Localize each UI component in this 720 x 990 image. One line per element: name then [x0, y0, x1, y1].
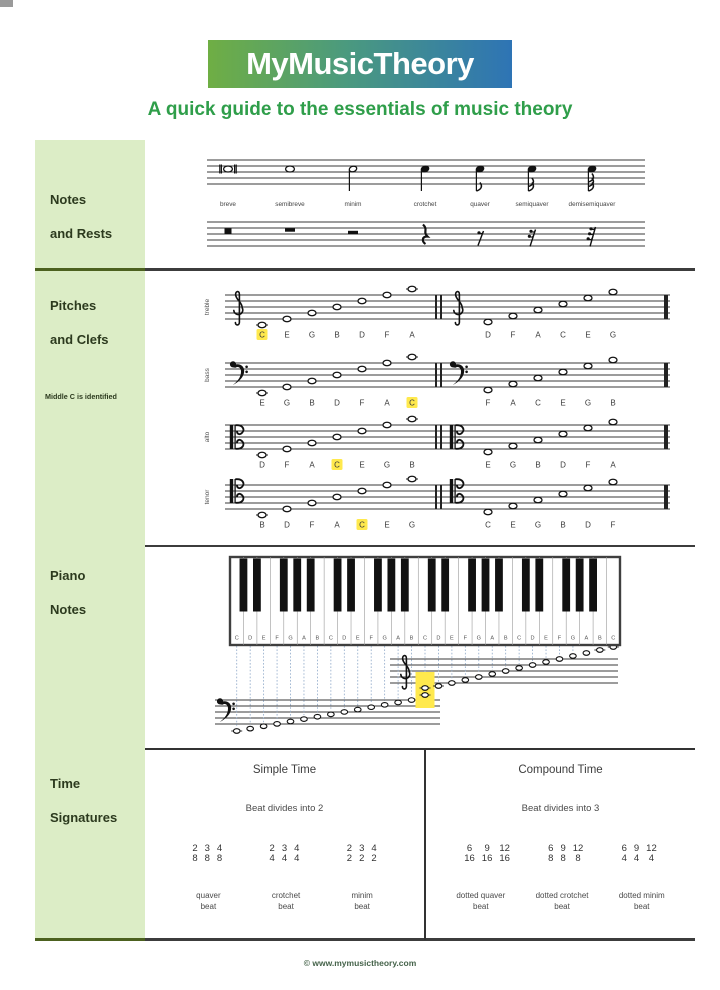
- time-signature: 6 4: [621, 843, 627, 864]
- svg-text:E: E: [384, 520, 390, 530]
- svg-text:B: B: [409, 460, 415, 470]
- time-signature: 12 4: [646, 843, 657, 864]
- svg-text:bass: bass: [204, 368, 211, 382]
- svg-text:E: E: [284, 330, 290, 340]
- sidebar-label-time-2: Signatures: [50, 810, 118, 825]
- svg-text:D: D: [359, 330, 365, 340]
- compound-time-subtitle: Beat divides into 3: [521, 803, 600, 814]
- time-sig-group: [464, 844, 510, 864]
- svg-text:F: F: [510, 330, 516, 340]
- svg-text:C: C: [611, 635, 616, 642]
- svg-text:minim: minim: [344, 201, 362, 208]
- svg-text:A: A: [584, 635, 589, 642]
- svg-text:D: D: [334, 398, 340, 408]
- svg-text:F: F: [275, 635, 279, 642]
- time-signature: 2 8: [192, 843, 198, 864]
- svg-text:D: D: [585, 520, 591, 530]
- svg-text:E: E: [355, 635, 360, 642]
- time-signature: 4 8: [216, 843, 223, 864]
- sidebar-label-notes-1: Notes: [50, 192, 87, 207]
- svg-text:A: A: [309, 460, 315, 470]
- svg-text:G: G: [383, 460, 391, 470]
- pitches-and-clefs-figure: [200, 285, 680, 540]
- brand-title: MyMusicTheory: [246, 46, 474, 81]
- svg-text:E: E: [450, 635, 454, 642]
- svg-text:quaver: quaver: [470, 201, 490, 208]
- svg-text:F: F: [309, 520, 315, 530]
- svg-text:G: G: [283, 398, 291, 408]
- svg-text:G: G: [382, 635, 387, 642]
- beat-label: minim beat: [351, 891, 373, 911]
- simple-time-subtitle: Beat divides into 2: [245, 803, 324, 814]
- time-sig-group: [270, 844, 300, 864]
- svg-text:A: A: [334, 520, 340, 530]
- svg-text:B: B: [535, 460, 541, 470]
- svg-text:A: A: [490, 635, 495, 642]
- svg-text:F: F: [557, 635, 562, 642]
- svg-text:A: A: [396, 635, 400, 642]
- svg-text:G: G: [509, 460, 517, 470]
- divider-1: [35, 268, 695, 271]
- svg-text:A: A: [610, 460, 616, 470]
- svg-text:F: F: [463, 635, 468, 642]
- time-signature: 9 8: [560, 843, 566, 864]
- pitch-row-treble: [200, 285, 680, 343]
- svg-text:C: C: [485, 520, 491, 530]
- svg-text:F: F: [610, 520, 616, 530]
- svg-text:A: A: [302, 635, 306, 642]
- svg-text:B: B: [560, 520, 566, 530]
- svg-text:G: G: [570, 635, 576, 642]
- beat-label: dotted crotchet beat: [535, 891, 589, 911]
- svg-text:A: A: [535, 330, 541, 340]
- compound-time-title: Compound Time: [518, 764, 603, 776]
- simple-time-title: Simple Time: [252, 764, 317, 776]
- time-signature: 12 8: [572, 843, 584, 864]
- svg-text:D: D: [284, 520, 290, 530]
- svg-text:G: G: [584, 398, 592, 408]
- svg-text:B: B: [503, 635, 508, 642]
- copyright-footer: © www.mymusictheory.com: [303, 958, 417, 968]
- svg-text:breve: breve: [220, 201, 236, 208]
- svg-text:G: G: [308, 330, 316, 340]
- svg-text:F: F: [585, 460, 591, 470]
- svg-text:F: F: [384, 330, 390, 340]
- compound-beat-labels: [426, 890, 695, 912]
- compound-time-panel: [426, 748, 695, 940]
- piano-keyboard: [230, 557, 620, 645]
- svg-text:F: F: [485, 398, 491, 408]
- svg-text:G: G: [288, 635, 293, 642]
- svg-text:D: D: [259, 460, 265, 470]
- scan-artifact: [0, 0, 13, 7]
- time-sig-group: [622, 844, 657, 864]
- time-signature: 9 16: [481, 843, 493, 864]
- svg-text:D: D: [560, 460, 566, 470]
- svg-text:D: D: [436, 635, 441, 642]
- svg-text:E: E: [560, 398, 566, 408]
- svg-text:A: A: [384, 398, 390, 408]
- pitch-row-bass: [200, 353, 680, 411]
- svg-text:D: D: [485, 330, 491, 340]
- beat-label: dotted minim beat: [618, 891, 665, 911]
- time-signature: 3 8: [204, 843, 210, 864]
- brand-banner: [208, 40, 512, 88]
- sidebar-label-pitches-2: and Clefs: [50, 332, 109, 347]
- svg-text:C: C: [359, 520, 365, 530]
- piano-keyboard-diagram: [35, 555, 695, 755]
- time-signature: 6 16: [464, 843, 475, 864]
- svg-text:A: A: [510, 398, 516, 408]
- svg-text:B: B: [610, 398, 616, 408]
- svg-text:G: G: [476, 635, 481, 642]
- time-sig-group: [548, 844, 583, 864]
- svg-text:D: D: [530, 635, 535, 642]
- svg-text:C: C: [422, 635, 428, 642]
- divider-2: [145, 545, 695, 547]
- simple-time-signatures: [145, 844, 424, 864]
- pitch-row-tenor: [200, 475, 680, 533]
- time-signature: 12 16: [499, 843, 510, 864]
- svg-text:semiquaver: semiquaver: [515, 201, 549, 208]
- svg-text:E: E: [261, 635, 266, 642]
- time-signature: 4 4: [294, 843, 300, 864]
- sidebar-label-pitches-1: Pitches: [50, 298, 97, 313]
- svg-text:B: B: [259, 520, 265, 530]
- svg-text:D: D: [248, 635, 253, 642]
- svg-text:F: F: [284, 460, 290, 470]
- svg-text:crotchet: crotchet: [413, 201, 437, 208]
- svg-text:C: C: [328, 635, 333, 642]
- sidebar-note-middle-c: Middle C is identified: [45, 392, 117, 401]
- simple-time-panel: [145, 748, 424, 940]
- time-sig-group: [347, 844, 377, 864]
- time-signature: 4 2: [371, 843, 377, 864]
- section-sidebar: [35, 140, 145, 938]
- svg-text:C: C: [334, 460, 340, 470]
- notes-rests-staves: [205, 150, 660, 262]
- compound-time-signatures: [426, 844, 695, 864]
- svg-text:E: E: [259, 398, 265, 408]
- svg-text:G: G: [609, 330, 617, 340]
- grand-staff-mapping: [215, 645, 619, 734]
- time-signature: 2 2: [346, 843, 353, 864]
- beat-label: crotchet beat: [271, 891, 301, 911]
- pitch-row-alto: [200, 415, 680, 473]
- svg-text:C: C: [234, 635, 239, 642]
- svg-text:A: A: [409, 330, 415, 340]
- sidebar-label-piano-2: Notes: [50, 602, 87, 617]
- svg-text:C: C: [535, 398, 541, 408]
- svg-text:semibreve: semibreve: [275, 201, 305, 208]
- time-signature: 2 4: [269, 843, 275, 864]
- svg-text:B: B: [409, 635, 414, 642]
- svg-text:G: G: [534, 520, 542, 530]
- svg-text:F: F: [359, 398, 365, 408]
- simple-beat-labels: [145, 890, 424, 912]
- svg-text:demisemiquaver: demisemiquaver: [568, 201, 616, 208]
- svg-text:E: E: [510, 520, 516, 530]
- svg-text:D: D: [342, 635, 347, 642]
- svg-text:F: F: [369, 635, 373, 642]
- svg-text:C: C: [517, 635, 522, 642]
- svg-text:E: E: [585, 330, 591, 340]
- beat-label: dotted quaver beat: [456, 891, 506, 911]
- sidebar-label-notes-2: and Rests: [50, 226, 113, 241]
- page-title: A quick guide to the essentials of music theory: [147, 99, 573, 120]
- time-signature: 6 8: [548, 843, 554, 864]
- svg-text:C: C: [560, 330, 566, 340]
- svg-text:C: C: [259, 330, 265, 340]
- svg-text:alto: alto: [204, 431, 211, 443]
- time-signature: 3 2: [359, 843, 365, 864]
- svg-text:E: E: [544, 635, 548, 642]
- svg-text:B: B: [334, 330, 340, 340]
- svg-text:E: E: [359, 460, 365, 470]
- time-sig-group: [192, 844, 222, 864]
- notes-and-rests-figure: [205, 150, 660, 262]
- svg-text:B: B: [315, 635, 320, 642]
- svg-text:C: C: [409, 398, 415, 408]
- svg-text:B: B: [309, 398, 315, 408]
- piano-notes-figure: [35, 555, 695, 755]
- beat-label: quaver beat: [196, 891, 221, 911]
- svg-text:G: G: [408, 520, 416, 530]
- time-signature: 3 4: [281, 843, 288, 864]
- time-signature: 9 4: [633, 843, 640, 864]
- sidebar-label-time-1: Time: [50, 776, 81, 791]
- svg-text:E: E: [485, 460, 491, 470]
- svg-text:treble: treble: [204, 298, 211, 316]
- svg-text:B: B: [597, 635, 602, 642]
- svg-text:tenor: tenor: [204, 489, 211, 505]
- sidebar-label-piano-1: Piano: [50, 568, 86, 583]
